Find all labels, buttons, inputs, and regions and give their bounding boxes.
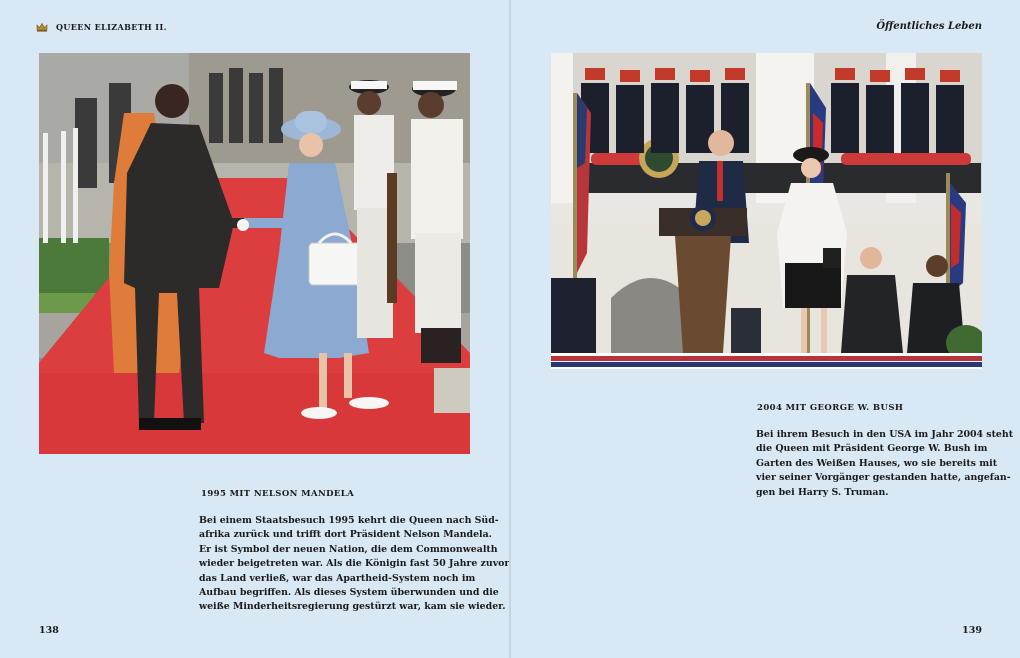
right-page — [511, 0, 1020, 658]
caption-line: gen bei Harry S. Truman. — [756, 486, 889, 498]
caption-line: weiße Minderheitsregierung gestürzt war, kam sie wieder. — [199, 601, 506, 613]
caption-line: das Land verließ, war das Apartheid-System noch im — [199, 572, 476, 584]
crown-icon — [36, 22, 48, 32]
caption-line: Garten des Weißen Hauses, wo sie bereits mit — [756, 457, 998, 469]
caption-line: Er ist Symbol der neuen Nation, die dem Commonwealth — [199, 543, 498, 555]
left-page — [0, 0, 509, 658]
caption-line: wieder beigetreten war. Als die Königin fast 50 Jahre zuvor — [199, 558, 510, 570]
photo-bush — [551, 53, 982, 369]
caption-line: Aufbau begriffen. Als dieses System überwunden und die — [199, 587, 499, 599]
running-head-right: Öffentliches Leben — [876, 21, 982, 32]
caption-line: vier seiner Vorgänger gestanden hatte, angefan- — [756, 472, 1011, 484]
photo-mandela-illustration — [39, 53, 470, 454]
running-head-left-text: QUEEN ELIZABETH II. — [56, 22, 167, 32]
caption-text-mandela — [199, 514, 509, 615]
caption-title-mandela: 1995 MIT NELSON MANDELA — [201, 489, 355, 499]
caption-text-bush — [756, 428, 1013, 500]
photo-mandela — [39, 53, 470, 454]
caption-line: die Queen mit Präsident George W. Bush im — [756, 443, 988, 455]
running-head-left — [36, 22, 167, 32]
caption-line: Bei einem Staatsbesuch 1995 kehrt die Queen nach Süd- — [199, 515, 499, 526]
page-number-left: 138 — [39, 625, 59, 636]
caption-line: Bei ihrem Besuch in den USA im Jahr 2004 steht — [756, 429, 1014, 440]
caption-title-bush: 2004 MIT GEORGE W. BUSH — [757, 403, 904, 413]
photo-bush-illustration — [551, 53, 982, 369]
caption-line: afrika zurück und trifft dort Präsident Nelson Mandela. — [199, 529, 492, 541]
page-number-right: 139 — [962, 625, 982, 636]
